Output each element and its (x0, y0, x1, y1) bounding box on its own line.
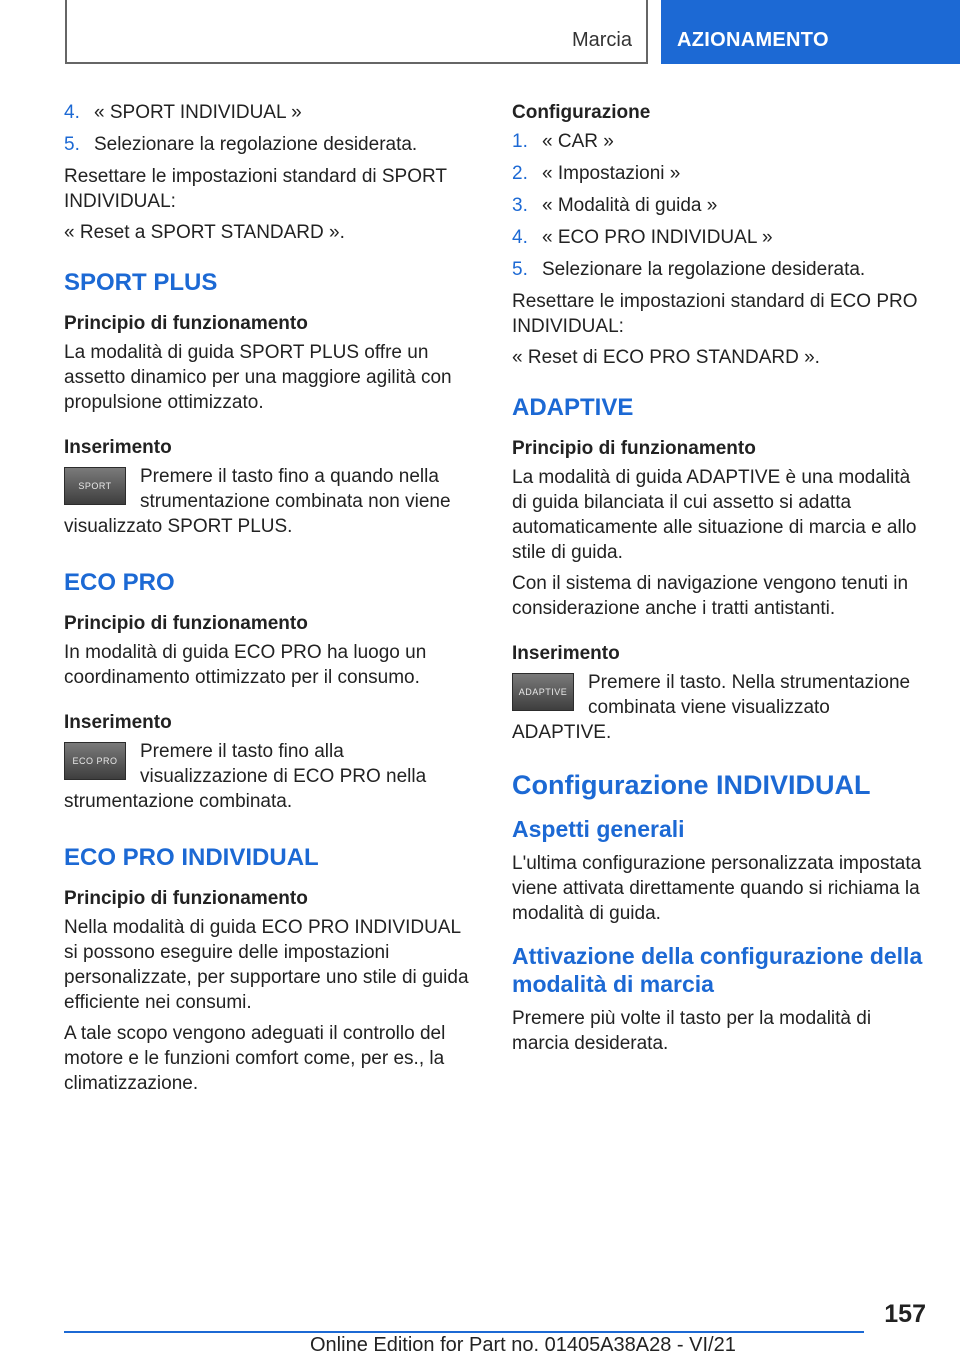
insert-text: Premere il tasto fino a quando nella strumentazione combinata non viene visualizzato SPORT PLUS. (64, 466, 451, 537)
footer-divider (64, 1331, 864, 1333)
list-text: Selezionare la regolazione desiderata. (542, 259, 866, 280)
list-number: 4. (512, 227, 528, 248)
list-text: « CAR » (542, 131, 614, 152)
insert-block (512, 670, 924, 751)
list-item (64, 100, 476, 125)
principle-heading: Principio di funzionamento (64, 888, 308, 909)
insert-block (64, 464, 476, 545)
list-number: 5. (64, 134, 80, 155)
list-number: 3. (512, 195, 528, 216)
list-text: Selezionare la regolazione desiderata. (94, 134, 418, 155)
list-item (512, 129, 924, 154)
list-text: « SPORT INDIVIDUAL » (94, 102, 302, 123)
principle-heading: Principio di funzionamento (64, 313, 308, 334)
header-section-title: Marcia (571, 29, 632, 51)
list-item (512, 225, 924, 250)
general-text: L'ultima configurazione personalizzata impostata viene attivata direttamente quando si richiama la modalità di guida. (512, 853, 922, 924)
insert-text: Premere il tasto. Nella strumentazione combinata viene visualizzato ADAPTIVE. (512, 672, 911, 743)
individual-heading: Configurazione INDIVIDUAL (512, 770, 871, 800)
config-heading: Configurazione (512, 102, 651, 123)
list-text: « ECO PRO INDIVIDUAL » (542, 227, 773, 248)
reset-action: « Reset di ECO PRO STANDARD ». (512, 347, 820, 368)
sport-plus-heading: SPORT PLUS (64, 269, 218, 296)
adaptive-text-2: Con il sistema di navigazione vengono tenuti in considerazione anche i tratti antistanti. (512, 573, 909, 619)
insert-text: Premere il tasto fino alla visualizzazione di ECO PRO nella strumentazione combinata. (64, 741, 427, 812)
general-heading: Aspetti generali (512, 816, 685, 842)
activation-heading: Attivazione della configurazione della modalità di marcia (512, 943, 923, 997)
right-column (512, 100, 924, 1062)
left-column (64, 100, 476, 1102)
sport-button-image: SPORT (64, 467, 126, 505)
page-number: 157 (884, 1300, 926, 1328)
adaptive-heading: ADAPTIVE (512, 394, 634, 421)
reset-text: Resettare le impostazioni standard di ECO PRO INDIVIDUAL: (512, 291, 918, 337)
list-item (512, 193, 924, 218)
principle-heading: Principio di funzionamento (512, 438, 756, 459)
list-number: 4. (64, 102, 80, 123)
eco-individual-text-2: A tale scopo vengono adeguati il controllo del motore e le funzioni comfort come, per es., la climatizzazione. (64, 1023, 446, 1094)
list-text: « Modalità di guida » (542, 195, 718, 216)
adaptive-text: La modalità di guida ADAPTIVE è una modalità di guida bilanciata il cui assetto si adatta automaticamente alle situazione di marcia e allo stile di guida. (512, 467, 917, 563)
header-chapter-tab (661, 0, 960, 64)
footer-edition: Online Edition for Part no. 01405A38A28 - VI/21 (310, 1334, 736, 1356)
eco-individual-text: Nella modalità di guida ECO PRO INDIVIDUAL si possono eseguire delle impostazioni personalizzate, per supportare uno stile di guida efficiente nei consumi. (64, 917, 469, 1013)
adaptive-button-image: ADAPTIVE (512, 673, 574, 711)
insert-heading: Inserimento (64, 712, 172, 733)
list-text: « Impostazioni » (542, 163, 681, 184)
list-item (64, 132, 476, 157)
principle-heading: Principio di funzionamento (64, 613, 308, 634)
insert-block (64, 739, 476, 820)
list-number: 1. (512, 131, 528, 152)
principle-text: In modalità di guida ECO PRO ha luogo un coordinamento ottimizzato per il consumo. (64, 642, 427, 688)
list-number: 2. (512, 163, 528, 184)
eco-pro-heading: ECO PRO (64, 569, 175, 596)
reset-text: Resettare le impostazioni standard di SPORT INDIVIDUAL: (64, 166, 447, 212)
principle-text: La modalità di guida SPORT PLUS offre un assetto dinamico per una maggiore agilità con propulsione ottimizzato. (64, 342, 452, 413)
eco-pro-individual-heading: ECO PRO INDIVIDUAL (64, 844, 319, 871)
list-item (512, 257, 924, 282)
header-section-box (65, 0, 648, 64)
reset-action: « Reset a SPORT STANDARD ». (64, 222, 345, 243)
eco-pro-button-image: ECO PRO (64, 742, 126, 780)
insert-heading: Inserimento (64, 437, 172, 458)
header-chapter-title: AZIONAMENTO (677, 29, 829, 51)
list-number: 5. (512, 259, 528, 280)
activation-text: Premere più volte il tasto per la modalità di marcia desiderata. (512, 1008, 872, 1054)
list-item (512, 161, 924, 186)
insert-heading: Inserimento (512, 643, 620, 664)
